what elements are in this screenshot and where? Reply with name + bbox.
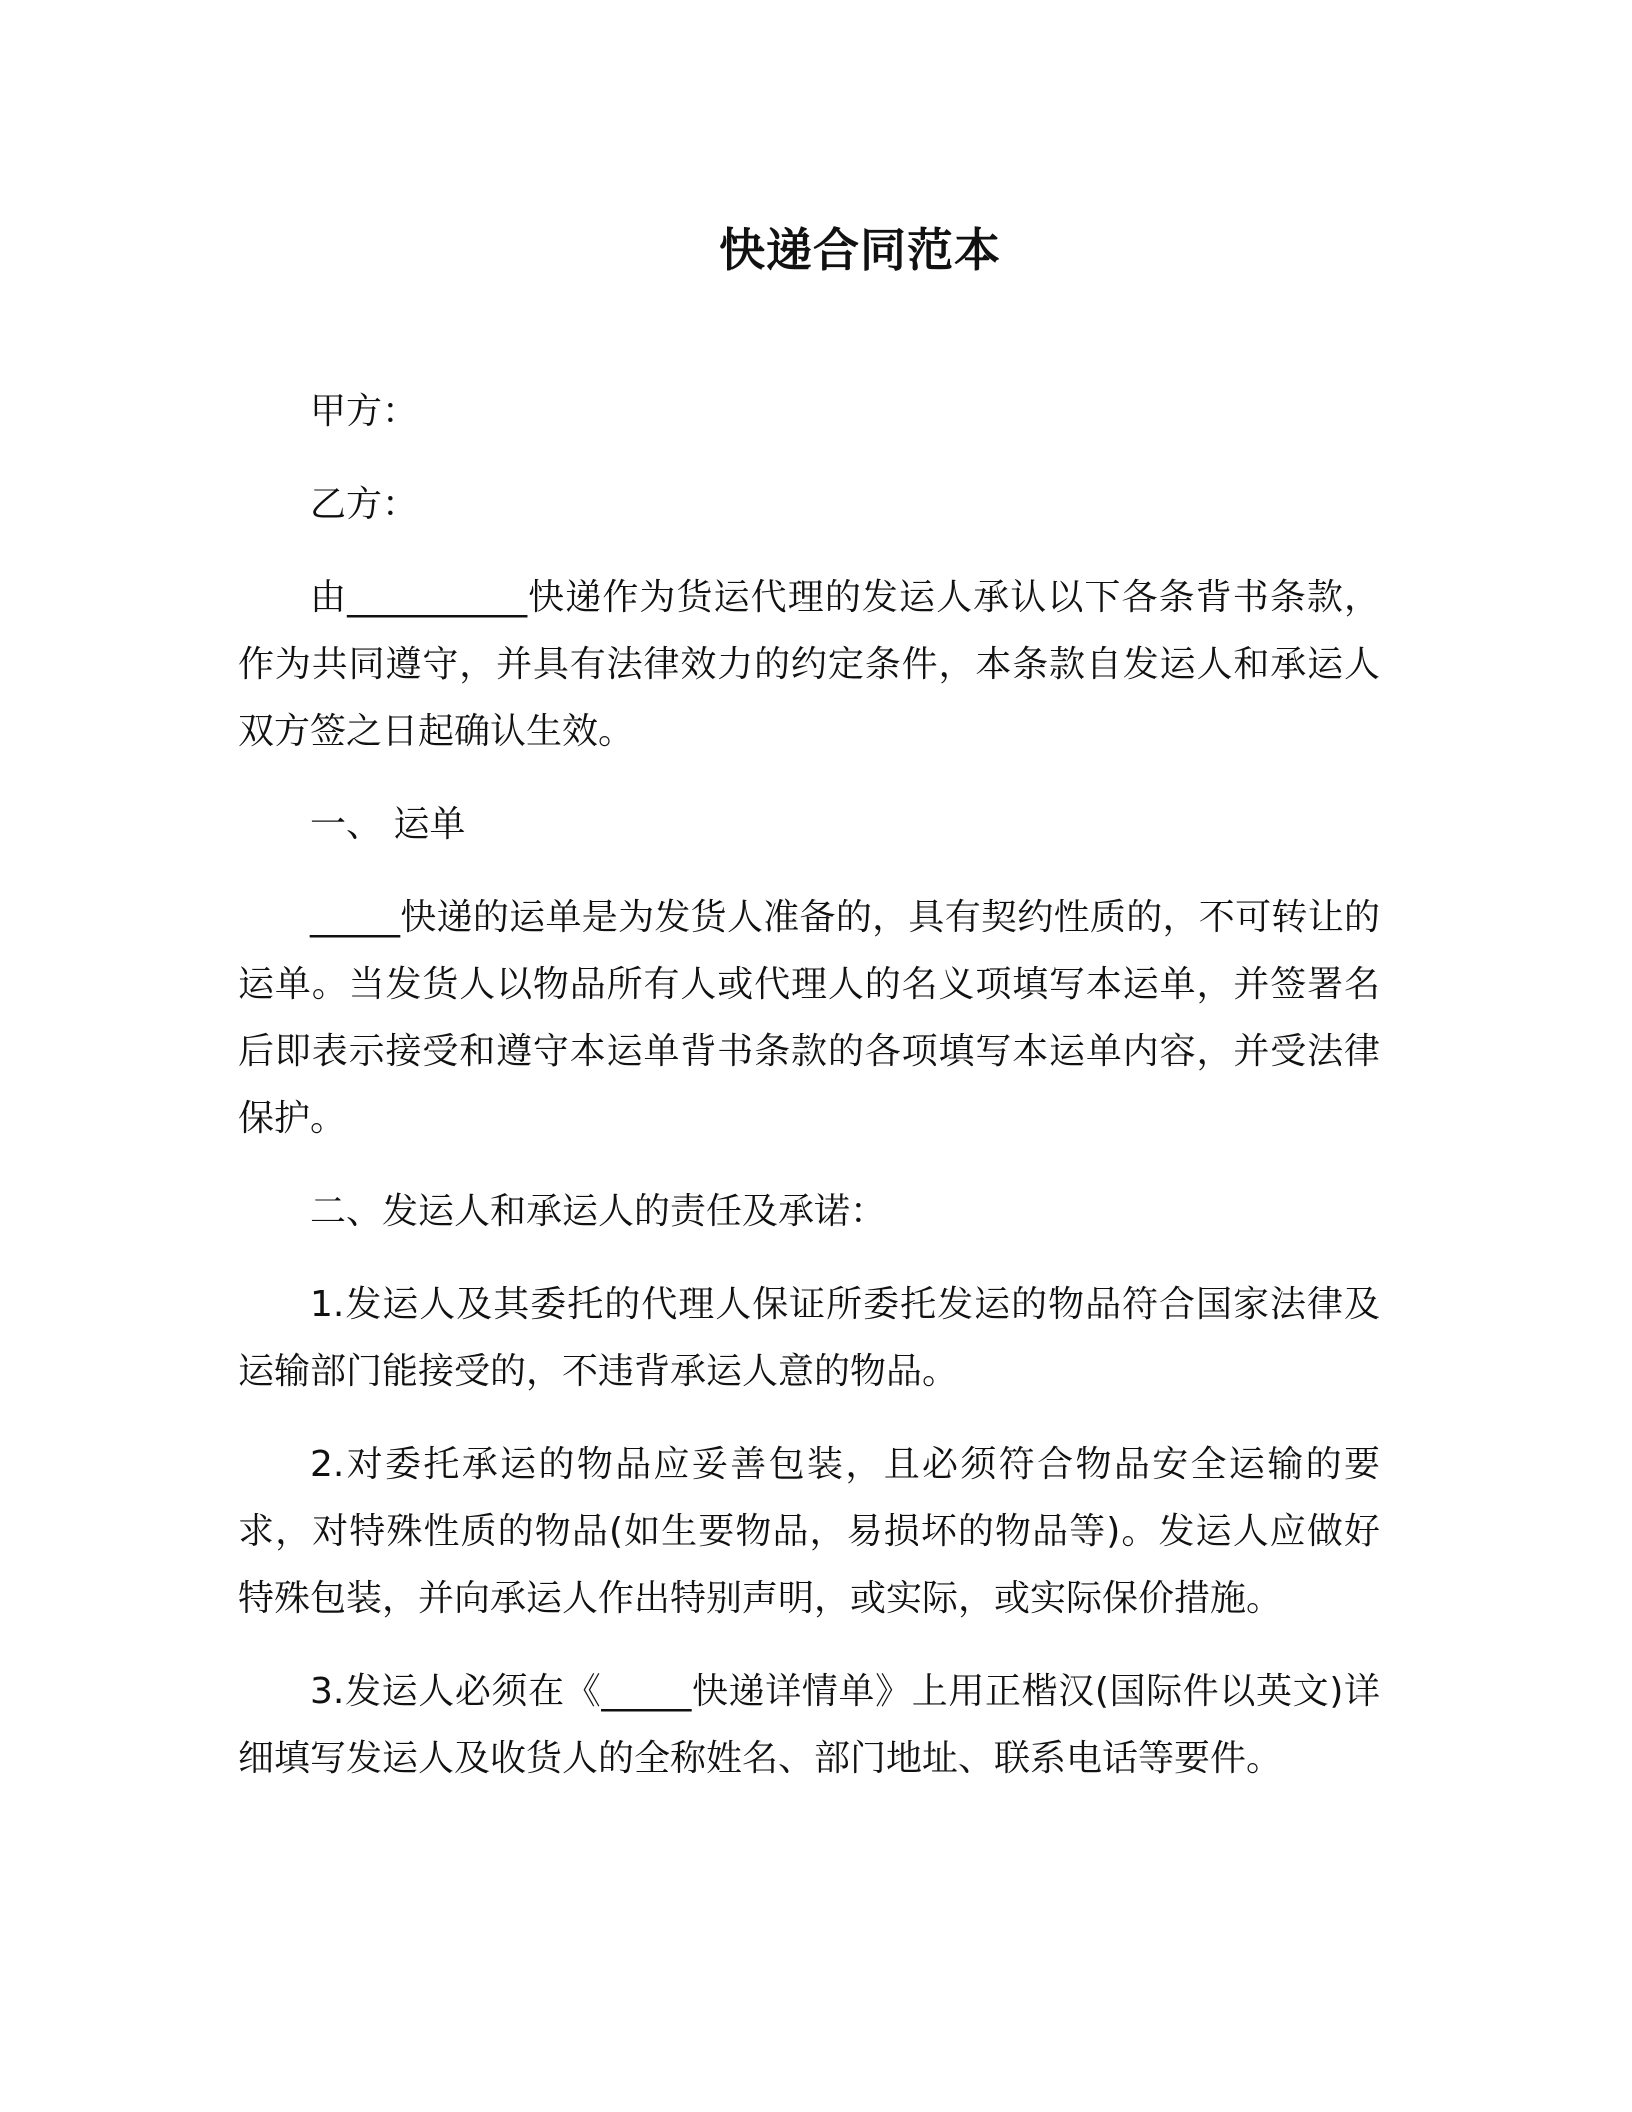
party-a-line: 甲方： [310,391,419,432]
spacer [238,1405,1380,1431]
intro-paragraph: 由__________快递作为货运代理的发运人承认以下各条背书条款，作为共同遵守，并具有法律效力的约定条件，本条款自发运人和承运人双方签之日起确认生效。 [238,577,1380,752]
document-title: 快递合同范本 [719,223,1001,277]
section-2-heading: 二、发运人和承运人的责任及承诺： [310,1191,887,1232]
spacer [238,445,1380,471]
spacer [238,858,1380,884]
spacer [238,538,1380,564]
spacer [238,1632,1380,1658]
section-1-paragraph: _____快递的运单是为发货人准备的，具有契约性质的，不可转让的运单。当发货人以物品所有人或代理人的名义项填写本运单，并签署名后即表示接受和遵守本运单背书条款的各项填写本运单内容，并受法律保护。 [238,897,1380,1139]
section-1-heading: 一、 运单 [310,804,466,845]
document-body [238,378,1380,1792]
clause-3-paragraph: 3.发运人必须在《_____快递详情单》上用正楷汉(国际件以英文)详细填写发运人及收货人的全称姓名、部门地址、联系电话等要件。 [238,1671,1380,1779]
clause-1-paragraph: 1.发运人及其委托的代理人保证所委托发运的物品符合国家法律及运输部门能接受的，不违背承运人意的物品。 [238,1284,1380,1392]
spacer [238,765,1380,791]
spacer [238,1152,1380,1178]
party-b-line: 乙方： [310,484,419,525]
spacer [238,1245,1380,1271]
clause-2-paragraph: 2.对委托承运的物品应妥善包装，且必须符合物品安全运输的要求，对特殊性质的物品(如生要物品，易损坏的物品等)。发运人应做好特殊包装，并向承运人作出特别声明，或实际，或实际保价措施。 [238,1444,1380,1619]
